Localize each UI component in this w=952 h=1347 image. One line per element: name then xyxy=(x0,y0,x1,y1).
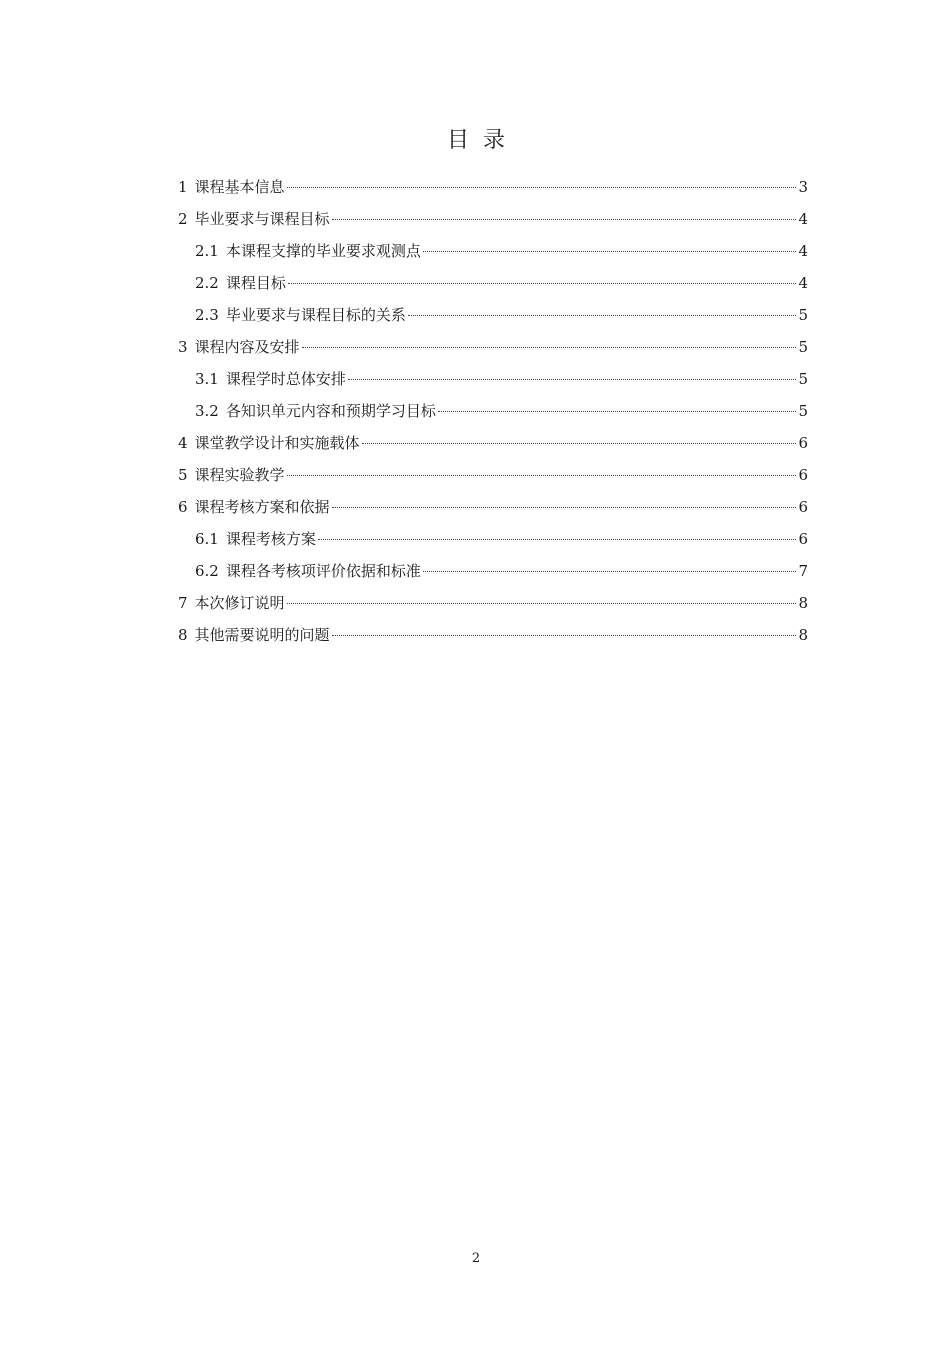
toc-entry[interactable] xyxy=(178,395,808,427)
toc-dot-leader xyxy=(287,187,797,188)
toc-entry[interactable] xyxy=(178,299,808,331)
toc-entry-title: 课程基本信息 xyxy=(194,178,285,196)
toc-entry-number: 2.1 xyxy=(195,242,219,260)
toc-entry-title: 课程各考核项评价依据和标准 xyxy=(225,562,421,580)
toc-entry-page: 3 xyxy=(798,178,808,196)
toc-entry-title: 课堂教学设计和实施载体 xyxy=(194,434,360,452)
toc-entry-number: 1 xyxy=(178,178,188,196)
toc-entry-page: 5 xyxy=(798,370,808,388)
toc-entry-page: 4 xyxy=(798,210,808,228)
toc-entry-page: 7 xyxy=(798,562,808,580)
toc-entry-page: 4 xyxy=(798,274,808,292)
toc-entry-page: 8 xyxy=(798,626,808,644)
toc-entry-page: 6 xyxy=(798,434,808,452)
toc-entry-page: 4 xyxy=(798,242,808,260)
toc-entry-title: 毕业要求与课程目标 xyxy=(194,210,330,228)
toc-entry-number: 2.2 xyxy=(195,274,219,292)
toc-entry-title: 课程学时总体安排 xyxy=(225,370,346,388)
toc-entry-page: 6 xyxy=(798,498,808,516)
toc-entry[interactable] xyxy=(178,171,808,203)
toc-entry[interactable] xyxy=(178,427,808,459)
toc-entry-title: 各知识单元内容和预期学习目标 xyxy=(225,402,436,420)
toc-entry-number: 3 xyxy=(178,338,188,356)
toc-entry-number: 6.2 xyxy=(195,562,219,580)
toc-dot-leader xyxy=(332,219,797,220)
toc-entry-title: 毕业要求与课程目标的关系 xyxy=(225,306,406,324)
toc-entry-title: 课程目标 xyxy=(225,274,286,292)
toc-entry-number: 5 xyxy=(178,466,188,484)
toc-dot-leader xyxy=(287,603,797,604)
toc-dot-leader xyxy=(408,315,797,316)
toc-entry-page: 5 xyxy=(798,306,808,324)
toc-dot-leader xyxy=(302,347,797,348)
toc-entry-number: 2 xyxy=(178,210,188,228)
toc-entry[interactable] xyxy=(178,363,808,395)
toc-entry-title: 课程实验教学 xyxy=(194,466,285,484)
toc-entry-title: 课程内容及安排 xyxy=(194,338,300,356)
toc-entry[interactable] xyxy=(178,459,808,491)
toc-entry-page: 5 xyxy=(798,402,808,420)
toc-entry[interactable] xyxy=(178,619,808,651)
toc-dot-leader xyxy=(332,507,797,508)
toc-dot-leader xyxy=(288,283,797,284)
toc-entry[interactable] xyxy=(178,555,808,587)
toc-entry[interactable] xyxy=(178,267,808,299)
table-of-contents xyxy=(178,171,808,651)
toc-entry-number: 6.1 xyxy=(195,530,219,548)
toc-entry[interactable] xyxy=(178,203,808,235)
toc-entry-title: 本次修订说明 xyxy=(194,594,285,612)
toc-dot-leader xyxy=(423,251,797,252)
toc-entry[interactable] xyxy=(178,235,808,267)
toc-dot-leader xyxy=(423,571,797,572)
toc-entry-number: 7 xyxy=(178,594,188,612)
toc-entry-number: 4 xyxy=(178,434,188,452)
toc-entry-title: 本课程支撑的毕业要求观测点 xyxy=(225,242,421,260)
toc-entry-page: 8 xyxy=(798,594,808,612)
toc-entry-title: 课程考核方案和依据 xyxy=(194,498,330,516)
page-title: 目录 xyxy=(446,128,519,153)
toc-entry[interactable] xyxy=(178,331,808,363)
toc-dot-leader xyxy=(287,475,797,476)
toc-entry-page: 5 xyxy=(798,338,808,356)
page-number: 2 xyxy=(471,1251,481,1266)
toc-dot-leader xyxy=(362,443,797,444)
toc-entry[interactable] xyxy=(178,523,808,555)
toc-dot-leader xyxy=(332,635,797,636)
toc-entry-title: 其他需要说明的问题 xyxy=(194,626,330,644)
toc-entry-number: 8 xyxy=(178,626,188,644)
toc-dot-leader xyxy=(348,379,797,380)
toc-entry-page: 6 xyxy=(798,530,808,548)
toc-entry-number: 3.2 xyxy=(195,402,219,420)
toc-entry-number: 3.1 xyxy=(195,370,219,388)
toc-entry-number: 6 xyxy=(178,498,188,516)
toc-entry[interactable] xyxy=(178,587,808,619)
toc-entry-title: 课程考核方案 xyxy=(225,530,316,548)
toc-dot-leader xyxy=(438,411,797,412)
toc-entry[interactable] xyxy=(178,491,808,523)
toc-entry-number: 2.3 xyxy=(195,306,219,324)
toc-dot-leader xyxy=(318,539,797,540)
toc-entry-page: 6 xyxy=(798,466,808,484)
